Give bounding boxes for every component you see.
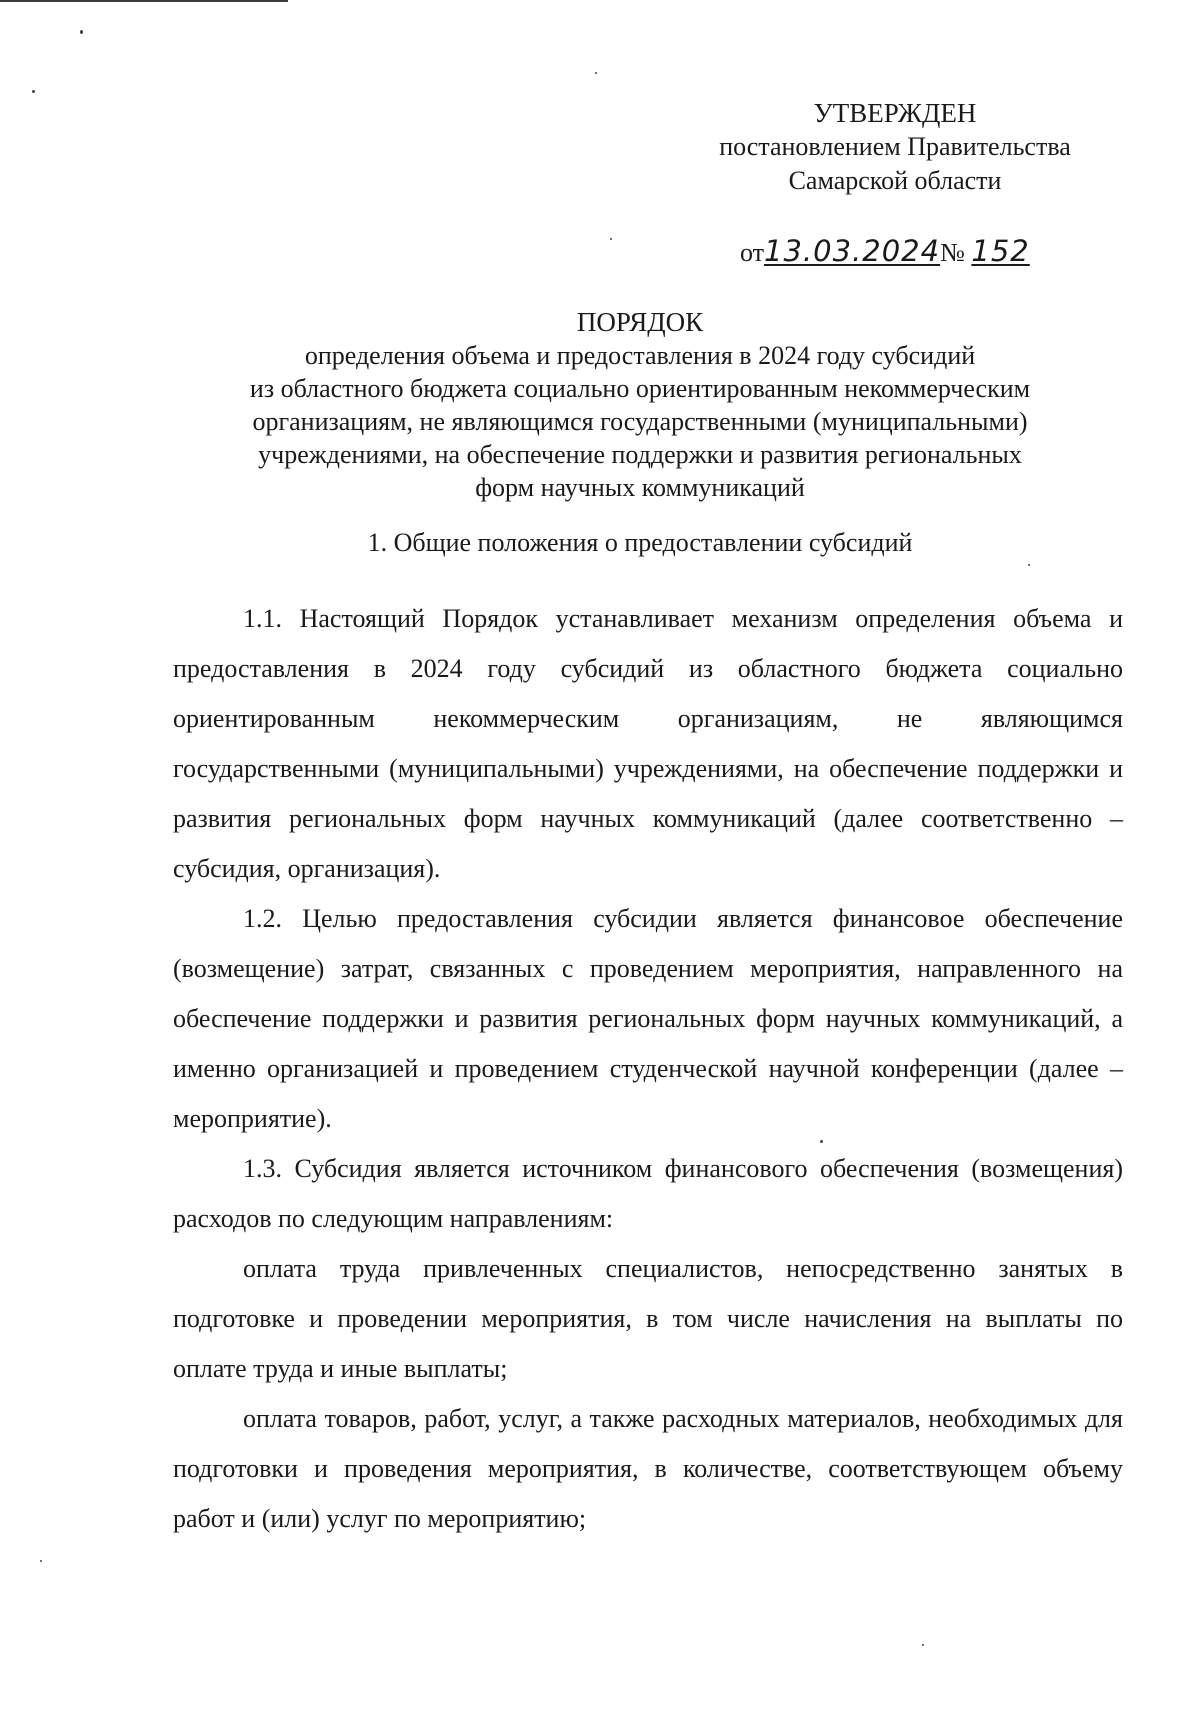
paragraph: 1.2. Целью предоставления субсидии является финансовое обеспечение (возмещение) затрат, связанных с проведением мероприятия, направленного на обеспечение поддержки и развития региональных форм научных коммуникаций, а именно организацией и проведением студенческой научной конференции (далее – мероприятие). — [173, 904, 1123, 1133]
document-title — [180, 306, 1100, 504]
approval-line-2: Самарской области — [788, 166, 1002, 195]
scan-speck — [80, 30, 83, 34]
title-line: из областного бюджета социально ориентированным некоммерческим — [249, 374, 1031, 403]
title-line: учреждениями, на обеспечение поддержки и развития региональных — [258, 440, 1022, 469]
date-prefix: от — [740, 238, 765, 267]
title-line: форм научных коммуникаций — [475, 473, 805, 502]
section-heading: 1. Общие положения о предоставлении субсидий — [367, 528, 913, 557]
document-body — [173, 594, 1123, 1544]
approval-line-1: постановлением Правительства — [719, 132, 1071, 161]
paragraph: 1.3. Субсидия является источником финансового обеспечения (возмещения) расходов по следующим направлениям: — [173, 1154, 1123, 1233]
handwritten-date: 13.03.2024 — [764, 234, 941, 268]
scan-speck — [922, 1644, 924, 1646]
title-line: организациям, не являющимся государственными (муниципальными) — [252, 407, 1028, 436]
approval-word: УТВЕРЖДЕН — [813, 98, 977, 128]
paragraph: 1.1. Настоящий Порядок устанавливает механизм определения объема и предоставления в 2024 году субсидий из областного бюджета социально ориентированным некоммерческим организациям, не являющимся государственными (муниципальными) учреждениями, на обеспечение поддержки и развития региональных форм научных коммуникаций (далее соответственно – субсидия, организация). — [173, 604, 1123, 883]
approval-date-line — [740, 234, 1030, 268]
paragraph: оплата труда привлеченных специалистов, непосредственно занятых в подготовке и проведении мероприятия, в том числе начисления на выплаты по оплате труда и иные выплаты; — [173, 1254, 1123, 1383]
scan-speck — [1028, 564, 1030, 566]
scan-speck — [610, 238, 612, 240]
title-line: определения объема и предоставления в 2024 году субсидий — [304, 341, 976, 370]
approval-stamp-block — [690, 96, 1100, 198]
title-main: ПОРЯДОК — [576, 307, 704, 337]
handwritten-number: 152 — [971, 234, 1030, 268]
scan-edge-line — [0, 0, 288, 2]
scan-speck — [595, 72, 597, 74]
scan-speck — [32, 90, 35, 93]
paragraph: оплата товаров, работ, услуг, а также расходных материалов, необходимых для подготовки и проведения мероприятия, в количестве, соответствующем объему работ и (или) услуг по мероприятию; — [173, 1404, 1123, 1533]
scan-speck — [40, 1560, 42, 1562]
number-sign: № — [940, 238, 965, 267]
